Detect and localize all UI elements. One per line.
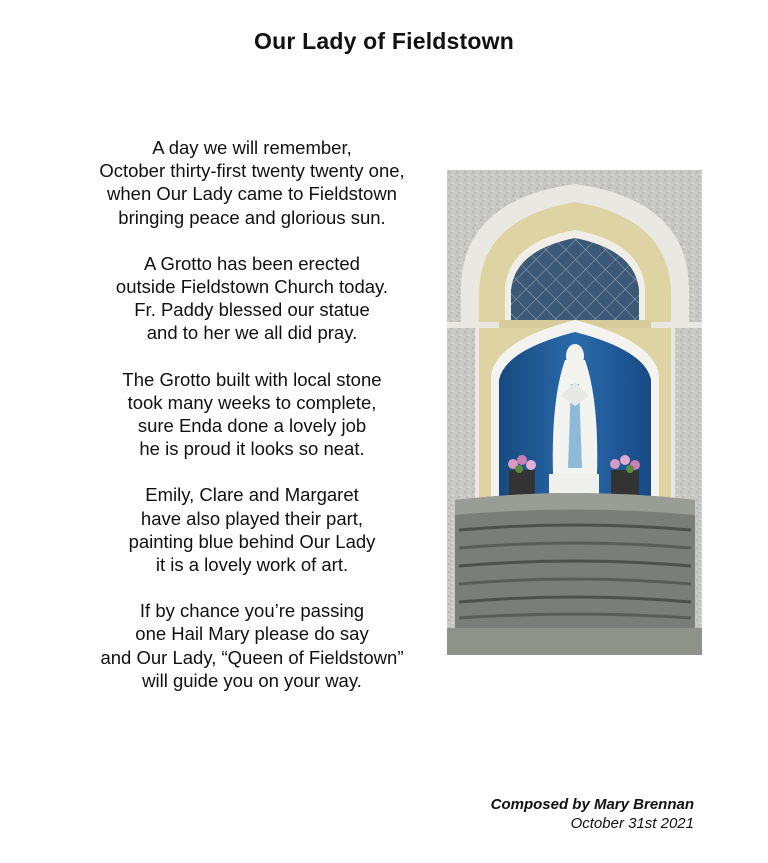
credit [491, 795, 694, 833]
poem-line: outside Fieldstown Church today. [115, 276, 389, 298]
poem-line: October thirty-first twenty twenty one, [99, 160, 405, 182]
grotto-photo [447, 170, 702, 655]
poem-stanza [52, 599, 452, 692]
poem-line: when Our Lady came to Fieldstown [107, 183, 397, 205]
poem-line: Fr. Paddy blessed our statue [134, 299, 370, 321]
poem [52, 136, 452, 715]
poem-line: and Our Lady, “Queen of Fieldstown” [100, 646, 404, 668]
poem-line: will guide you on your way. [142, 669, 362, 691]
credit-date: October 31st 2021 [570, 815, 694, 832]
poem-line: have also played their part, [140, 507, 364, 529]
stone-wall [447, 493, 702, 655]
poem-line: and to her we all did pray. [146, 322, 358, 344]
poem-line: took many weeks to complete, [127, 391, 377, 413]
poem-line: Emily, Clare and Margaret [145, 484, 359, 506]
page-title: Our Lady of Fieldstown [254, 28, 514, 54]
poem-line: he is proud it looks so neat. [139, 438, 365, 460]
poem-line: it is a lovely work of art. [155, 554, 349, 576]
poem-stanza [52, 483, 452, 576]
poem-stanza [52, 136, 452, 229]
poem-line: If by chance you’re passing [139, 600, 365, 622]
poem-line: A Grotto has been erected [144, 252, 360, 274]
poem-line: painting blue behind Our Lady [128, 530, 376, 552]
flower-pot-left [508, 455, 536, 500]
poem-stanza [52, 252, 452, 345]
poem-stanza [52, 368, 452, 461]
poem-line: A day we will remember, [152, 137, 352, 158]
poem-line: sure Enda done a lovely job [137, 415, 367, 437]
poem-line: The Grotto built with local stone [122, 368, 382, 390]
flower-pot-right [610, 455, 640, 500]
credit-author: Composed by Mary Brennan [490, 796, 694, 813]
poem-line: bringing peace and glorious sun. [118, 206, 386, 228]
poem-line: one Hail Mary please do say [135, 623, 369, 645]
